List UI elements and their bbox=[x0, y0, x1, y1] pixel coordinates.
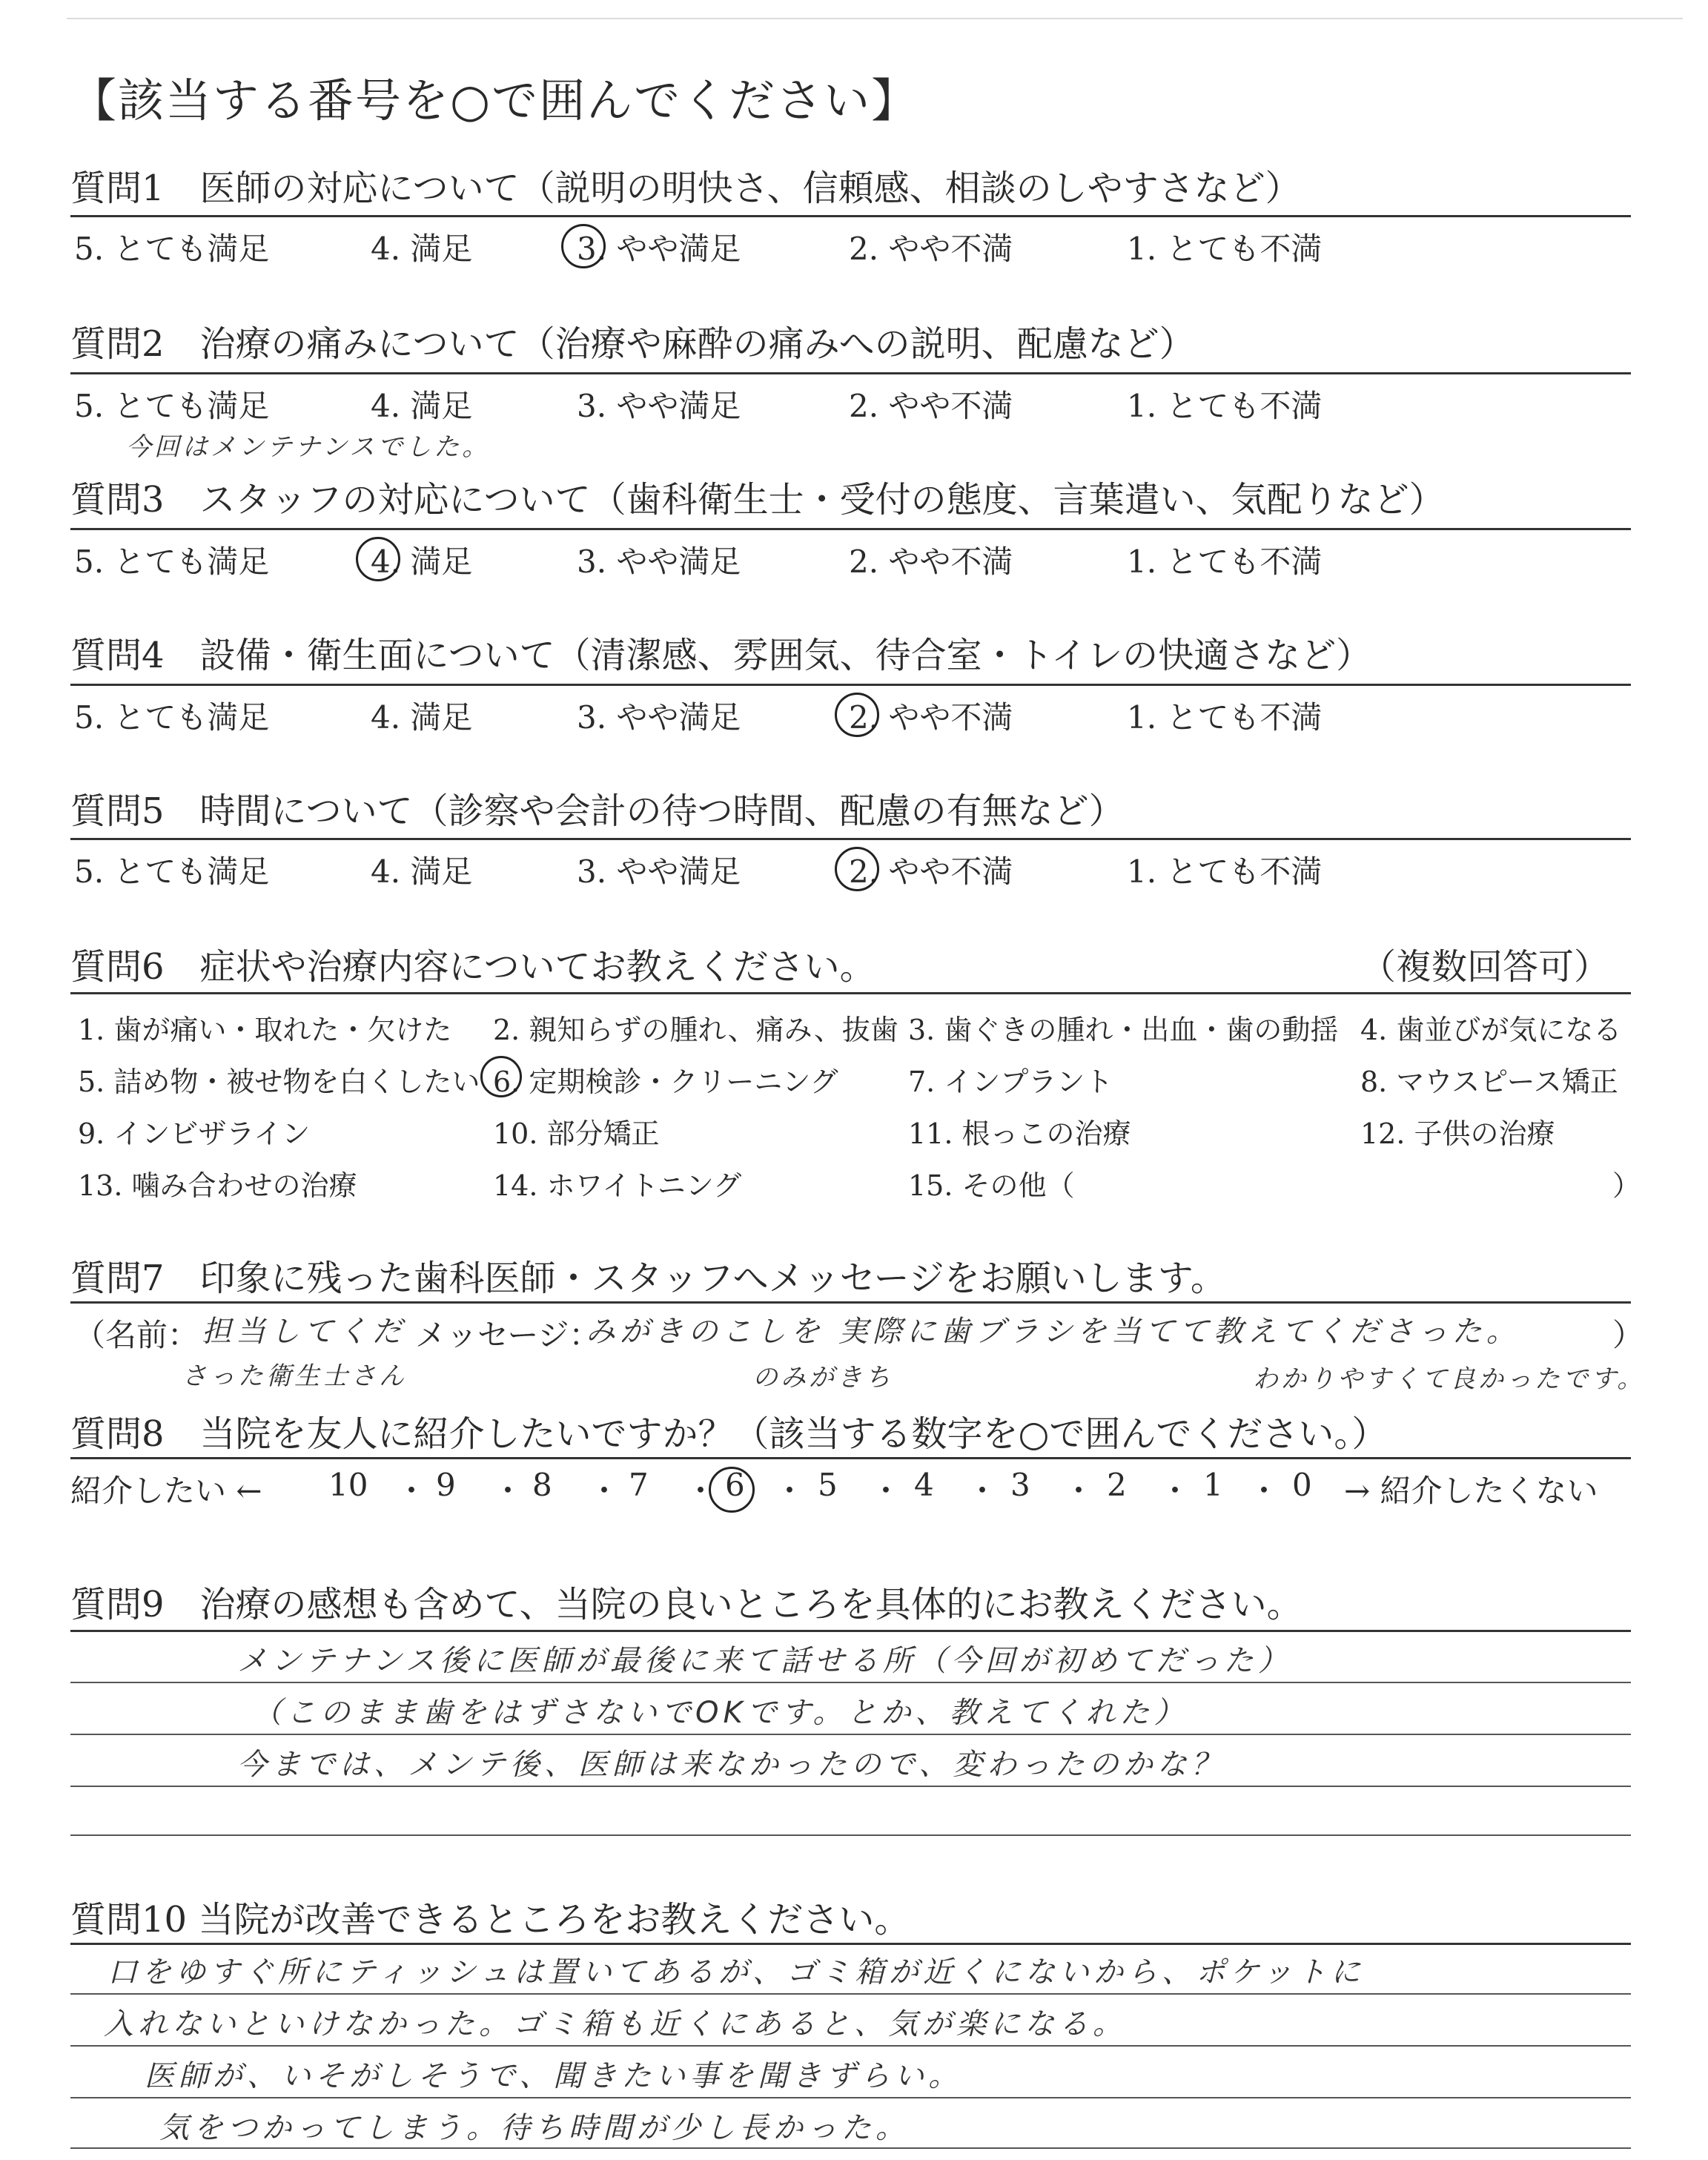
q10-line-rule bbox=[70, 2147, 1631, 2149]
q8-dot: ・ bbox=[685, 1473, 717, 1509]
q4-title: 質問4 設備・衛生面について（清潔感、雰囲気、待合室・トイレの快適さなど） bbox=[70, 635, 1372, 676]
q8-value-9[interactable]: 9 bbox=[436, 1467, 456, 1503]
q8-value-2[interactable]: 2 bbox=[1107, 1467, 1127, 1503]
q5-option-1[interactable]: 1. とても不満 bbox=[1127, 853, 1323, 890]
q8-dot: ・ bbox=[967, 1473, 999, 1509]
q6-multi-note: （複数回答可） bbox=[1360, 946, 1610, 988]
q8-dot: ・ bbox=[492, 1473, 524, 1509]
q3-selection-circle bbox=[356, 537, 400, 581]
q10-line-rule bbox=[70, 2097, 1631, 2098]
q6-option-14[interactable]: 14. ホワイトニング bbox=[493, 1169, 742, 1202]
q10-answer-line-2: 入れないといけなかった。ゴミ箱も近くにあると、気が楽になる。 bbox=[104, 2007, 1127, 2041]
q9-answer-line-2: （このまま歯をはずさないでOKです。とか、教えてくれた） bbox=[252, 1696, 1188, 1730]
q7-message-handwriting: みがきのこしを 実際に歯ブラシを当てて教えてくださった。 bbox=[586, 1315, 1520, 1349]
q7-name-handwriting-1: 担当してくだ bbox=[202, 1315, 406, 1349]
q1-option-5[interactable]: 5. とても満足 bbox=[74, 231, 270, 267]
q8-left-label: 紹介したい ← bbox=[70, 1473, 262, 1509]
q2-option-3[interactable]: 3. やや満足 bbox=[577, 388, 741, 424]
top-border bbox=[67, 18, 1683, 19]
q6-option-10[interactable]: 10. 部分矯正 bbox=[493, 1117, 660, 1150]
q8-value-8[interactable]: 8 bbox=[532, 1467, 552, 1503]
q7-suffix: ） bbox=[1612, 1317, 1644, 1353]
q7-name-prefix: （名前： bbox=[74, 1317, 199, 1353]
q6-option-11[interactable]: 11. 根っこの治療 bbox=[908, 1117, 1131, 1150]
q8-value-6[interactable]: 6 bbox=[725, 1467, 745, 1503]
q8-value-3[interactable]: 3 bbox=[1010, 1467, 1030, 1503]
q2-option-4[interactable]: 4. 満足 bbox=[371, 388, 473, 424]
q7-message-insert: のみがきち bbox=[752, 1363, 893, 1393]
q8-dot: ・ bbox=[396, 1473, 428, 1509]
q6-option-5[interactable]: 5. 詰め物・被せ物を白くしたい bbox=[78, 1066, 480, 1098]
q3-rule bbox=[70, 528, 1631, 530]
q8-dot: ・ bbox=[774, 1473, 806, 1509]
q1-option-4[interactable]: 4. 満足 bbox=[371, 231, 473, 267]
q8-dot: ・ bbox=[870, 1473, 902, 1509]
q3-option-1[interactable]: 1. とても不満 bbox=[1127, 544, 1323, 580]
q8-rule bbox=[70, 1457, 1631, 1459]
q6-option-9[interactable]: 9. インビザライン bbox=[78, 1117, 311, 1150]
q3-option-5[interactable]: 5. とても満足 bbox=[74, 544, 270, 580]
q2-option-1[interactable]: 1. とても不満 bbox=[1127, 388, 1323, 424]
q1-title: 質問1 医師の対応について（説明の明快さ、信頼感、相談のしやすさなど） bbox=[70, 168, 1301, 209]
q9-line-rule bbox=[70, 1786, 1631, 1787]
q10-rule bbox=[70, 1943, 1631, 1945]
q1-option-1[interactable]: 1. とても不満 bbox=[1127, 231, 1323, 267]
q5-rule bbox=[70, 838, 1631, 840]
q5-option-2[interactable]: 2. やや不満 bbox=[849, 853, 1013, 890]
q2-title: 質問2 治療の痛みについて（治療や麻酔の痛みへの説明、配慮など） bbox=[70, 323, 1195, 365]
q8-dot: ・ bbox=[1248, 1473, 1280, 1509]
q10-line-rule bbox=[70, 1993, 1631, 1995]
q7-message-label: メッセージ： bbox=[415, 1317, 600, 1353]
q1-selection-circle bbox=[561, 224, 606, 268]
q8-dot: ・ bbox=[589, 1473, 620, 1509]
q7-rule bbox=[70, 1301, 1631, 1304]
q8-value-10[interactable]: 10 bbox=[328, 1467, 368, 1503]
q6-option-4[interactable]: 4. 歯並びが気になる bbox=[1360, 1014, 1622, 1046]
q8-dot: ・ bbox=[1063, 1473, 1095, 1509]
q7-name-handwriting-2: さった衛生士さん bbox=[182, 1361, 407, 1391]
q2-option-5[interactable]: 5. とても満足 bbox=[74, 388, 270, 424]
q8-right-label: → 紹介したくない bbox=[1344, 1473, 1598, 1509]
q2-handwritten-note: 今回はメンテナンスでした。 bbox=[126, 432, 491, 462]
q6-rule bbox=[70, 992, 1631, 994]
q8-dot: ・ bbox=[1159, 1473, 1191, 1509]
q8-value-5[interactable]: 5 bbox=[818, 1467, 838, 1503]
q10-answer-line-3: 医師が、いそがしそうで、聞きたい事を聞きずらい。 bbox=[145, 2059, 963, 2093]
q2-rule bbox=[70, 372, 1631, 374]
q4-option-4[interactable]: 4. 満足 bbox=[371, 699, 473, 736]
q8-title: 質問8 当院を友人に紹介したいですか？（該当する数字を○で囲んでください。） bbox=[70, 1413, 1388, 1455]
q10-line-rule bbox=[70, 2045, 1631, 2047]
q6-option-8[interactable]: 8. マウスピース矯正 bbox=[1360, 1066, 1618, 1098]
page-title: 【該当する番号を○で囲んでください】 bbox=[70, 73, 919, 128]
q6-option-2[interactable]: 2. 親知らずの腫れ、痛み、抜歯 bbox=[493, 1014, 898, 1046]
q5-option-4[interactable]: 4. 満足 bbox=[371, 853, 473, 890]
q6-option-3[interactable]: 3. 歯ぐきの腫れ・出血・歯の動揺 bbox=[908, 1014, 1339, 1046]
q6-option-1[interactable]: 1. 歯が痛い・取れた・欠けた bbox=[78, 1014, 452, 1046]
q1-option-2[interactable]: 2. やや不満 bbox=[849, 231, 1013, 267]
q6-option-13[interactable]: 13. 噛み合わせの治療 bbox=[78, 1169, 357, 1202]
q8-value-7[interactable]: 7 bbox=[629, 1467, 649, 1503]
q6-selection-circle bbox=[480, 1056, 522, 1097]
q4-option-5[interactable]: 5. とても満足 bbox=[74, 699, 270, 736]
q3-option-3[interactable]: 3. やや満足 bbox=[577, 544, 741, 580]
q4-selection-circle bbox=[835, 693, 879, 737]
q5-selection-circle bbox=[835, 847, 879, 891]
q5-title: 質問5 時間について（診察や会計の待つ時間、配慮の有無など） bbox=[70, 790, 1125, 832]
q4-option-3[interactable]: 3. やや満足 bbox=[577, 699, 741, 736]
q9-line-rule bbox=[70, 1734, 1631, 1735]
q3-option-2[interactable]: 2. やや不満 bbox=[849, 544, 1013, 580]
q9-line-rule bbox=[70, 1682, 1631, 1683]
q4-option-2[interactable]: 2. やや不満 bbox=[849, 699, 1013, 736]
q4-rule bbox=[70, 684, 1631, 686]
q5-option-3[interactable]: 3. やや満足 bbox=[577, 853, 741, 890]
q4-option-1[interactable]: 1. とても不満 bbox=[1127, 699, 1323, 736]
q7-message-handwriting-2: わかりやすくて良かったです。 bbox=[1253, 1364, 1646, 1394]
q6-option-12[interactable]: 12. 子供の治療 bbox=[1360, 1117, 1555, 1150]
q6-option-6[interactable]: 6. 定期検診・クリーニング bbox=[493, 1066, 838, 1098]
q6-option-7[interactable]: 7. インプラント bbox=[908, 1066, 1113, 1098]
q9-title: 質問9 治療の感想も含めて、当院の良いところを具体的にお教えください。 bbox=[70, 1584, 1302, 1625]
q8-selection-circle bbox=[709, 1467, 755, 1513]
q9-rule bbox=[70, 1630, 1631, 1632]
q1-option-3[interactable]: 3. やや満足 bbox=[577, 231, 741, 267]
q1-rule bbox=[70, 215, 1631, 217]
q10-answer-line-4: 気をつかってしまう。待ち時間が少し長かった。 bbox=[159, 2111, 910, 2145]
q6-option-15[interactable]: 15. その他（ bbox=[908, 1169, 1075, 1202]
q10-title: 質問10 当院が改善できるところをお教えください。 bbox=[70, 1899, 910, 1941]
q9-line-rule bbox=[70, 1834, 1631, 1836]
q9-answer-line-1: メンテナンス後に医師が最後に来て話せる所（今回が初めてだった） bbox=[237, 1644, 1292, 1678]
q2-option-2[interactable]: 2. やや不満 bbox=[849, 388, 1013, 424]
q3-option-4[interactable]: 4. 満足 bbox=[371, 544, 473, 580]
q9-answer-line-3: 今までは、メンテ後、医師は来なかったので、変わったのかな？ bbox=[237, 1748, 1225, 1782]
q10-answer-line-1: 口をゆすぐ所にティッシュは置いてあるが、ゴミ箱が近くにないから、ポケットに bbox=[107, 1955, 1365, 1989]
q5-option-5[interactable]: 5. とても満足 bbox=[74, 853, 270, 890]
q6-option-15-close: ） bbox=[1612, 1169, 1641, 1202]
q8-value-4[interactable]: 4 bbox=[914, 1467, 934, 1503]
q3-title: 質問3 スタッフの対応について（歯科衛生士・受付の態度、言葉遣い、気配りなど） bbox=[70, 479, 1445, 521]
q6-title: 質問6 症状や治療内容についてお教えください。 bbox=[70, 946, 875, 988]
q8-value-1[interactable]: 1 bbox=[1203, 1467, 1223, 1503]
q8-value-0[interactable]: 0 bbox=[1292, 1467, 1312, 1503]
q7-title: 質問7 印象に残った歯科医師・スタッフへメッセージをお願いします。 bbox=[70, 1258, 1226, 1299]
